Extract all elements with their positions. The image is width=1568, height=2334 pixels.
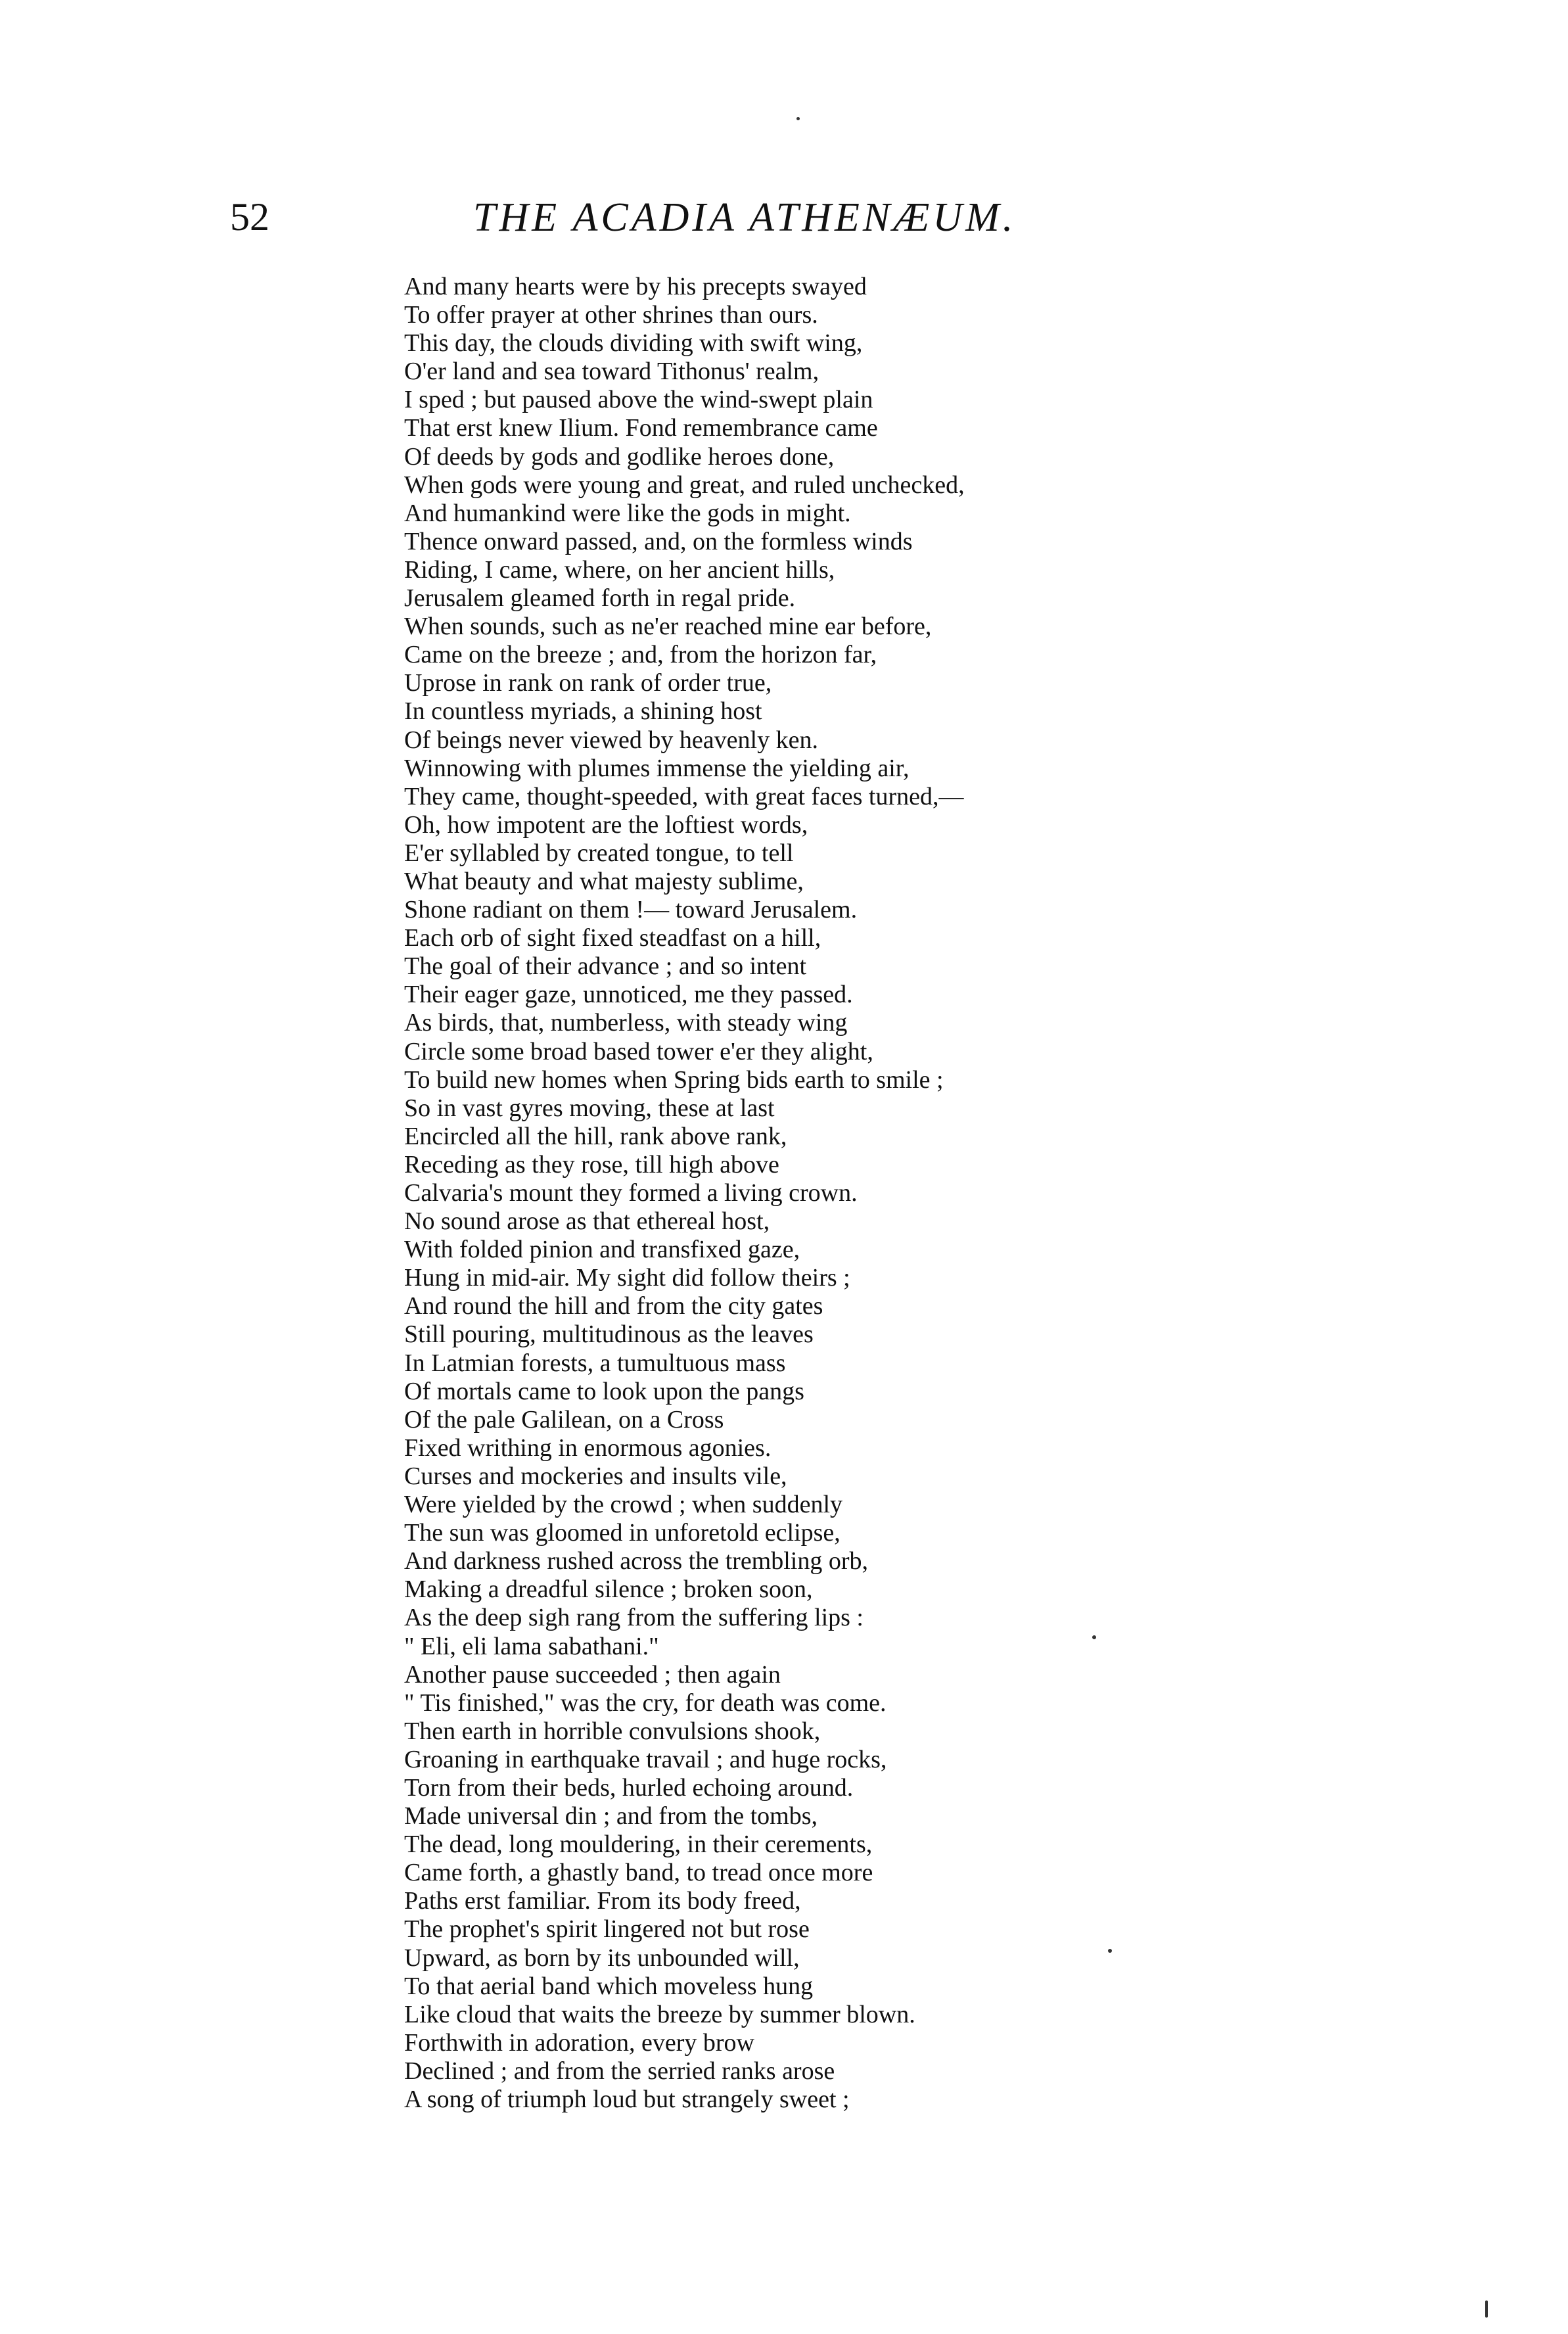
poem-line: Of the pale Galilean, on a Cross — [404, 1405, 724, 1434]
poem-line: To offer prayer at other shrines than ours. — [404, 301, 818, 329]
poem-line: To that aerial band which moveless hung — [404, 1972, 814, 2000]
poem-line: They came, thought-speeded, with great faces turned,— — [404, 782, 964, 810]
poem-line: What beauty and what majesty sublime, — [404, 867, 804, 895]
poem-line: This day, the clouds dividing with swift wing, — [404, 329, 863, 358]
poem-line: Fixed writhing in enormous agonies. — [404, 1434, 772, 1462]
poem-line: No sound arose as that ethereal host, — [404, 1207, 770, 1236]
poem-line: Were yielded by the crowd ; when suddenly — [404, 1491, 843, 1519]
poem-line: Groaning in earthquake travail ; and huge rocks, — [404, 1745, 887, 1773]
poem-line: The prophet's spirit lingered not but rose — [404, 1915, 810, 1944]
poem-line: Riding, I came, where, on her ancient hills, — [404, 555, 835, 584]
poem-line: Came on the breeze ; and, from the horizon far, — [404, 641, 877, 669]
poem-line: Receding as they rose, till high above — [404, 1150, 779, 1179]
poem-line: So in vast gyres moving, these at last — [404, 1094, 775, 1122]
poem-line: And humankind were like the gods in might. — [404, 499, 851, 527]
poem-line: Thence onward passed, and, on the formless winds — [404, 527, 913, 555]
poem-line: And many hearts were by his precepts swayed — [404, 273, 867, 300]
print-speck — [1108, 1949, 1112, 1953]
poem-line: Their eager gaze, unnoticed, me they passed. — [404, 981, 853, 1009]
poem-line: Torn from their beds, hurled echoing around. — [404, 1773, 854, 1802]
poem-line: E'er syllabled by created tongue, to tell — [404, 839, 794, 867]
poem-line: Uprose in rank on rank of order true, — [404, 669, 772, 697]
poem-line: And darkness rushed across the trembling orb, — [404, 1547, 869, 1575]
page-number: 52 — [230, 195, 269, 239]
poem-line: Jerusalem gleamed forth in regal pride. — [404, 584, 796, 613]
poem-line: Declined ; and from the serried ranks arose — [404, 2057, 835, 2085]
poem-line: When gods were young and great, and ruled unchecked, — [404, 471, 965, 499]
poem-line: Of mortals came to look upon the pangs — [404, 1377, 804, 1405]
poem-line: Each orb of sight fixed steadfast on a hill, — [404, 924, 821, 952]
poem-line: As birds, that, numberless, with steady wing — [404, 1009, 848, 1037]
poem-line: Winnowing with plumes immense the yielding air, — [404, 754, 910, 782]
poem-line: And round the hill and from the city gates — [404, 1292, 823, 1320]
print-speck — [1092, 1635, 1096, 1639]
poem-line: In countless myriads, a shining host — [404, 697, 762, 726]
poem-line: That erst knew Ilium. Fond remembrance came — [404, 414, 878, 442]
poem-line: Hung in mid-air. My sight did follow theirs ; — [404, 1264, 850, 1292]
poem-line: A song of triumph loud but strangely sweet ; — [404, 2086, 850, 2113]
poem-body — [404, 273, 1166, 2114]
poem-line: Making a dreadful silence ; broken soon, — [404, 1575, 813, 1604]
running-head-title: THE ACADIA ATHENÆUM. — [473, 195, 1017, 240]
poem-line: Shone radiant on them !— toward Jerusalem. — [404, 896, 858, 924]
poem-line: Then earth in horrible convulsions shook, — [404, 1717, 821, 1745]
print-speck — [796, 117, 800, 120]
poem-line: Circle some broad based tower e'er they alight, — [404, 1037, 873, 1065]
poem-line: " Eli, eli lama sabathani." — [404, 1632, 659, 1660]
poem-line: Upward, as born by its unbounded will, — [404, 1944, 800, 1972]
poem-line: Made universal din ; and from the tombs, — [404, 1802, 818, 1831]
poem-line: " Tis finished," was the cry, for death was come. — [404, 1689, 887, 1717]
poem-line: Forthwith in adoration, every brow — [404, 2028, 754, 2057]
poem-line: Like cloud that waits the breeze by summer blown. — [404, 2000, 915, 2028]
poem-line: The goal of their advance ; and so intent — [404, 952, 807, 981]
print-speck — [1485, 2300, 1488, 2318]
poem-line: Another pause succeeded ; then again — [404, 1660, 781, 1689]
poem-line: When sounds, such as ne'er reached mine ear before, — [404, 613, 932, 641]
poem-line: Paths erst familiar. From its body freed, — [404, 1887, 801, 1915]
poem-line: With folded pinion and transfixed gaze, — [404, 1236, 800, 1264]
poem-line: The dead, long mouldering, in their cerements, — [404, 1831, 873, 1859]
poem-line: To build new homes when Spring bids earth to smile ; — [404, 1065, 944, 1094]
poem-line: Calvaria's mount they formed a living crown. — [404, 1179, 858, 1207]
poem-line: Curses and mockeries and insults vile, — [404, 1462, 787, 1490]
poem-line: Oh, how impotent are the loftiest words, — [404, 810, 808, 839]
poem-line: As the deep sigh rang from the suffering lips : — [404, 1604, 864, 1632]
poem-line: Came forth, a ghastly band, to tread once more — [404, 1859, 873, 1887]
poem-line: The sun was gloomed in unforetold eclipse, — [404, 1519, 841, 1547]
poem-line: O'er land and sea toward Tithonus' realm, — [404, 358, 819, 386]
poem-line: Still pouring, multitudinous as the leaves — [404, 1320, 814, 1349]
poem-line: Encircled all the hill, rank above rank, — [404, 1122, 787, 1150]
poem-line: In Latmian forests, a tumultuous mass — [404, 1349, 786, 1377]
poem-line: Of beings never viewed by heavenly ken. — [404, 726, 818, 754]
poem-line: Of deeds by gods and godlike heroes done, — [404, 442, 835, 471]
poem-line: I sped ; but paused above the wind-swept plain — [404, 386, 873, 414]
